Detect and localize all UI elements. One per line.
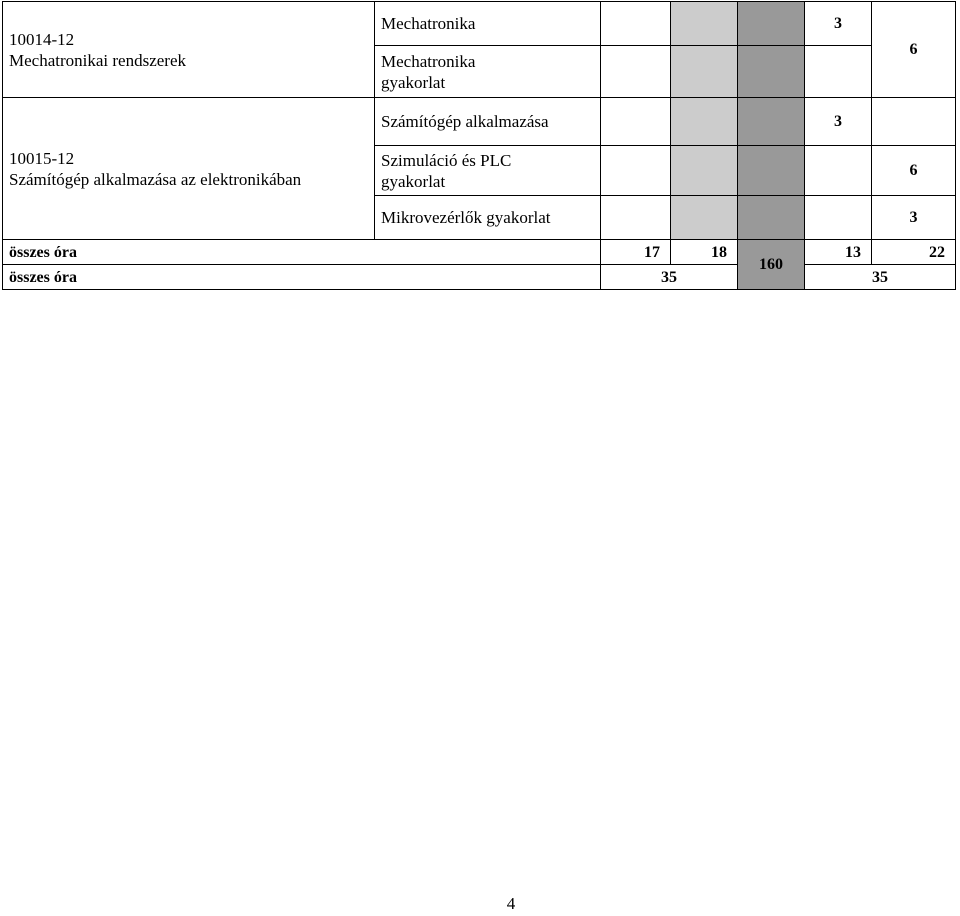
hours-cell [601,2,671,46]
hours-cell [738,2,805,46]
module-name: Mechatronikai rendszerek [9,50,186,70]
hours-cell [738,196,805,240]
hours-cell [601,98,671,146]
subject-name: Mechatronika gyakorlat [375,46,601,98]
hours-cell [805,46,872,98]
table-row [3,2,956,46]
hours-cell [805,146,872,196]
hours-cell: 6 [872,2,956,98]
module-code: 10014-12 [9,29,75,49]
total-sum: 35 [805,265,956,290]
hours-cell [738,146,805,196]
hours-cell: 3 [872,196,956,240]
curriculum-table [2,1,956,290]
subject-name: Mechatronika [375,2,601,46]
hours-cell: 3 [805,2,872,46]
total-cell: 17 [601,240,671,265]
table-row [3,98,956,146]
total-cell: 22 [872,240,956,265]
hours-cell [671,196,738,240]
hours-cell [738,98,805,146]
hours-cell [671,46,738,98]
module-name: Számítógép alkalmazása az elektronikában [9,169,302,189]
hours-cell [601,46,671,98]
total-cell: 13 [805,240,872,265]
hours-cell [671,98,738,146]
hours-cell [872,98,956,146]
hours-cell: 6 [872,146,956,196]
hours-cell [805,196,872,240]
hours-cell [738,46,805,98]
module-code: 10015-12 [9,148,75,168]
subject-name: Szimuláció és PLC gyakorlat [375,146,601,196]
hours-cell [601,196,671,240]
module-cell [3,98,375,240]
total-label: összes óra [3,240,601,265]
total-sum: 35 [601,265,738,290]
hours-cell [671,2,738,46]
module-cell [3,2,375,98]
totals-row [3,265,956,290]
subject-name: Mikrovezérlők gyakorlat [375,196,601,240]
total-label: összes óra [3,265,601,290]
page-number: 4 [506,894,516,913]
totals-row [3,240,956,265]
total-middle: 160 [738,240,805,290]
total-cell: 18 [671,240,738,265]
hours-cell [671,146,738,196]
hours-cell [601,146,671,196]
hours-cell: 3 [805,98,872,146]
subject-name: Számítógép alkalmazása [375,98,601,146]
